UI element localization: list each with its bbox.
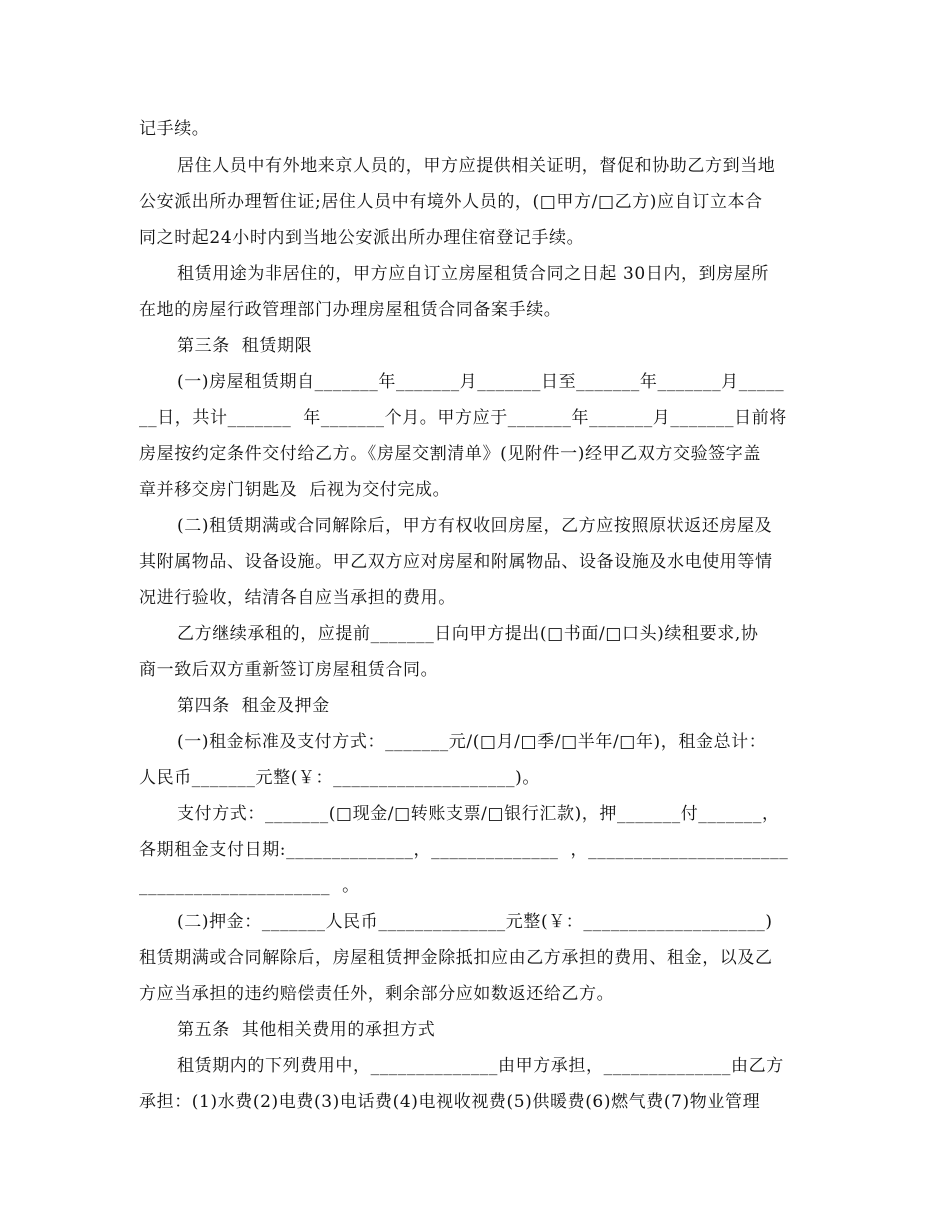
text-line: (二)租赁期满或合同解除后，甲方有权收回房屋，乙方应按照原状返还房屋及 — [177, 516, 773, 536]
text-line: 居住人员中有外地来京人员的，甲方应提供相关证明，督促和协助乙方到当地 — [177, 156, 776, 176]
article-heading: 第三条 租赁期限 — [177, 336, 313, 356]
text-line: 各期租金支付日期:______________，______________ ，______________________ — [139, 840, 789, 860]
text-line: 支付方式：_______(□现金/□转账支票/□银行汇款)，押_______付_______， — [177, 804, 780, 824]
text-line: 在地的房屋行政管理部门办理房屋租赁合同备案手续。 — [139, 300, 562, 320]
text-line: 同之时起24小时内到当地公安派出所办理住宿登记手续。 — [139, 228, 585, 248]
article-heading: 第五条 其他相关费用的承担方式 — [177, 1020, 436, 1040]
text-line: 租赁用途为非居住的，甲方应自订立房屋租赁合同之日起 30日内，到房屋所 — [177, 264, 770, 284]
text-line: (二)押金：_______人民币______________元整(￥：____________________) — [177, 912, 773, 932]
text-line: __日，共计_______ 年_______个月。甲方应于_______年_______月_______日前将 — [139, 408, 787, 428]
text-line: 方应当承担的违约赔偿责任外，剩余部分应如数返还给乙方。 — [139, 984, 615, 1004]
text-line: 房屋按约定条件交付给乙方。《房屋交割清单》(见附件一)经甲乙双方交验签字盖 — [139, 444, 761, 464]
text-line: 况进行验收，结清各自应当承担的费用。 — [139, 588, 456, 608]
text-line: 租赁期满或合同解除后，房屋租赁押金除抵扣应由乙方承担的费用、租金，以及乙 — [139, 948, 773, 968]
article-heading: 第四条 租金及押金 — [177, 696, 330, 716]
text-line: 其附属物品、设备设施。甲乙双方应对房屋和附属物品、设备设施及水电使用等情 — [139, 552, 773, 572]
text-line: (一)房屋租赁期自_______年_______月_______日至_______年_______月_____ — [177, 372, 785, 392]
text-line: 商一致后双方重新签订房屋租赁合同。 — [139, 660, 439, 680]
text-line: 乙方继续承租的，应提前_______日向甲方提出(□书面/□口头)续租要求,协 — [177, 624, 759, 644]
text-line: 章并移交房门钥匙及 后视为交付完成。 — [139, 480, 451, 500]
text-line: 租赁期内的下列费用中，______________由甲方承担，______________由乙方 — [177, 1056, 784, 1076]
text-line: _____________________ 。 — [139, 876, 360, 896]
text-line: 记手续。 — [139, 119, 210, 139]
text-line: 承担：(1)水费(2)电费(3)电话费(4)电视收视费(5)供暖费(6)燃气费(7)物业管理 — [139, 1092, 761, 1112]
text-line: 人民币_______元整(￥：____________________)。 — [139, 768, 540, 788]
text-line: (一)租金标准及支付方式：_______元/(□月/□季/□半年/□年)，租金总计： — [177, 732, 767, 752]
text-line: 公安派出所办理暂住证;居住人员中有境外人员的，(□甲方/□乙方)应自订立本合 — [139, 192, 763, 212]
